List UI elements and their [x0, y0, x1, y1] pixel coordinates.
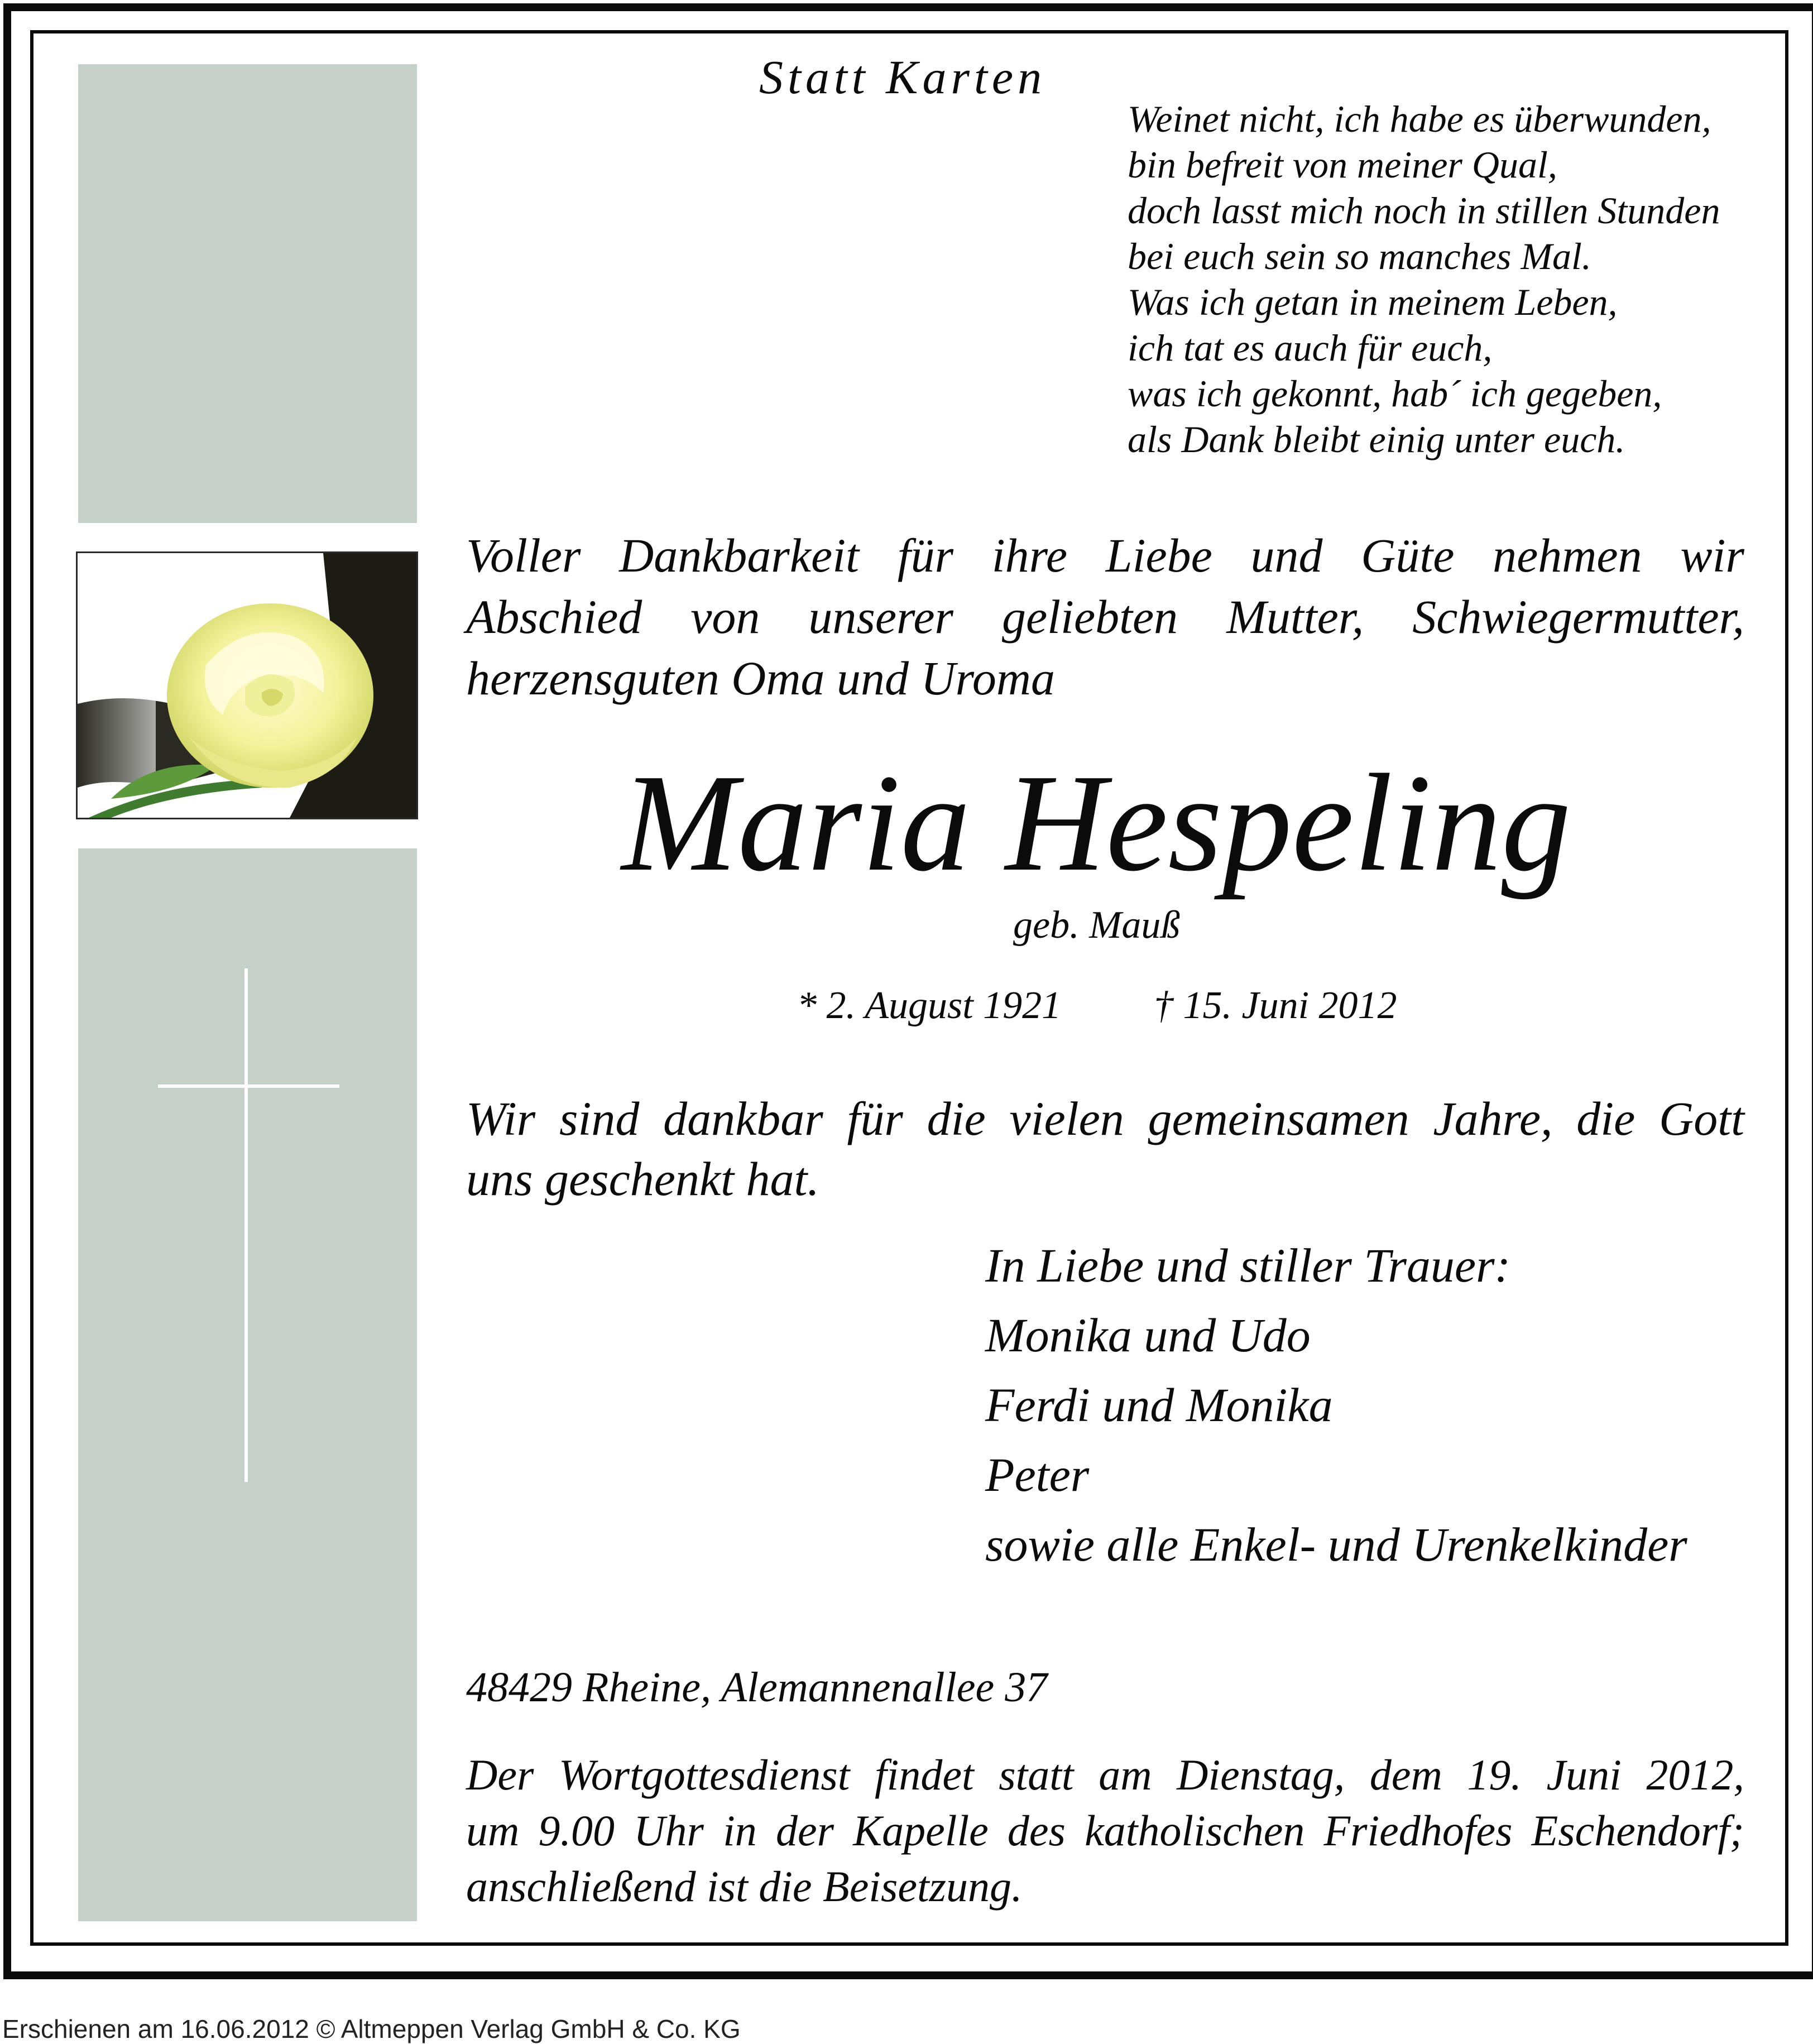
- word: die: [927, 1092, 986, 1145]
- word: dankbar: [663, 1092, 823, 1145]
- word: unserer: [808, 590, 953, 644]
- word: Dienstag,: [1177, 1750, 1345, 1799]
- word: Abschied: [466, 590, 642, 644]
- word: der: [775, 1806, 834, 1855]
- word: findet: [874, 1750, 974, 1799]
- service-line: anschließend ist die Beisetzung.: [466, 1862, 1023, 1911]
- intro-text: [466, 525, 1744, 709]
- word: Kapelle: [853, 1806, 989, 1855]
- thanks-line: uns geschenkt hat.: [466, 1152, 819, 1206]
- word: für: [847, 1092, 903, 1145]
- word: Liebe: [1105, 529, 1212, 582]
- word: katholischen: [1085, 1806, 1305, 1855]
- word: Eschendorf;: [1531, 1806, 1744, 1855]
- service-line: [466, 1803, 1744, 1859]
- intro-line: herzensguten Oma und Uroma: [466, 651, 1056, 705]
- word: von: [690, 590, 760, 644]
- cross-icon: [244, 968, 248, 1482]
- poem-line: doch lasst mich noch in stillen Stunden: [1128, 189, 1720, 232]
- mourner-name: Peter: [985, 1448, 1090, 1501]
- word: geliebten: [1001, 590, 1178, 644]
- word: ihre: [991, 529, 1068, 582]
- word: Schwiegermutter,: [1412, 590, 1744, 644]
- word: Voller: [466, 529, 581, 582]
- word: am: [1099, 1750, 1152, 1799]
- thanks-line: [466, 1088, 1744, 1149]
- word: Mutter,: [1226, 590, 1364, 644]
- word: 9.00: [538, 1806, 615, 1855]
- decorative-panel-top: [78, 64, 417, 523]
- poem-line: was ich gekonnt, hab´ ich gegeben,: [1128, 372, 1662, 415]
- poem-line: bin befreit von meiner Qual,: [1128, 143, 1557, 186]
- word: 19.: [1467, 1750, 1522, 1799]
- word: für: [897, 529, 954, 582]
- poem: [1128, 96, 1720, 462]
- word: um: [466, 1806, 520, 1855]
- intro-line: [466, 586, 1744, 647]
- word: statt: [999, 1750, 1074, 1799]
- address: 48429 Rheine, Alemannenallee 37: [466, 1664, 1048, 1711]
- deceased-name: Maria Hespeling: [621, 746, 1571, 900]
- mourner-name: Monika und Udo: [985, 1308, 1311, 1362]
- word: Wortgottesdienst: [558, 1750, 850, 1799]
- thanks-text: [466, 1088, 1744, 1209]
- born-name: geb. Mauß: [1013, 904, 1181, 947]
- word: sind: [559, 1092, 640, 1145]
- word: 2012,: [1646, 1750, 1744, 1799]
- publication-footer: Erschienen am 16.06.2012 © Altmeppen Verlag GmbH & Co. KG: [2, 2014, 741, 2043]
- word: Güte: [1361, 529, 1455, 582]
- poem-line: bei euch sein so manches Mal.: [1128, 235, 1591, 277]
- word: nehmen: [1493, 529, 1642, 582]
- death-date: † 15. Juni 2012: [1154, 984, 1397, 1027]
- word: und: [1250, 529, 1323, 582]
- word: Gott: [1659, 1092, 1744, 1145]
- service-info: [466, 1747, 1744, 1915]
- mourners-heading: In Liebe und stiller Trauer:: [985, 1239, 1511, 1292]
- header-title: Statt Karten: [759, 50, 1047, 104]
- word: in: [723, 1806, 757, 1855]
- poem-line: ich tat es auch für euch,: [1128, 327, 1493, 369]
- mourner-name: sowie alle Enkel- und Urenkelkinder: [985, 1518, 1687, 1571]
- word: gemeinsamen: [1148, 1092, 1409, 1145]
- birth-date: * 2. August 1921: [797, 984, 1062, 1027]
- word: wir: [1680, 529, 1744, 582]
- word: Uhr: [634, 1806, 704, 1855]
- cross-icon-bar: [158, 1085, 339, 1088]
- poem-line: Weinet nicht, ich habe es überwunden,: [1128, 98, 1711, 140]
- service-line: [466, 1747, 1744, 1803]
- word: des: [1007, 1806, 1066, 1855]
- word: Der: [466, 1750, 534, 1799]
- word: dem: [1369, 1750, 1442, 1799]
- word: Jahre,: [1433, 1092, 1553, 1145]
- word: vielen: [1009, 1092, 1124, 1145]
- word: Friedhofes: [1323, 1806, 1513, 1855]
- mourners: [985, 1231, 1687, 1580]
- word: die: [1576, 1092, 1635, 1145]
- mourner-name: Ferdi und Monika: [985, 1378, 1333, 1432]
- intro-line: [466, 525, 1744, 586]
- word: Dankbarkeit: [619, 529, 859, 582]
- poem-line: als Dank bleibt einig unter euch.: [1128, 418, 1625, 460]
- word: Wir: [466, 1092, 536, 1145]
- poem-line: Was ich getan in meinem Leben,: [1128, 281, 1618, 323]
- word: Juni: [1546, 1750, 1622, 1799]
